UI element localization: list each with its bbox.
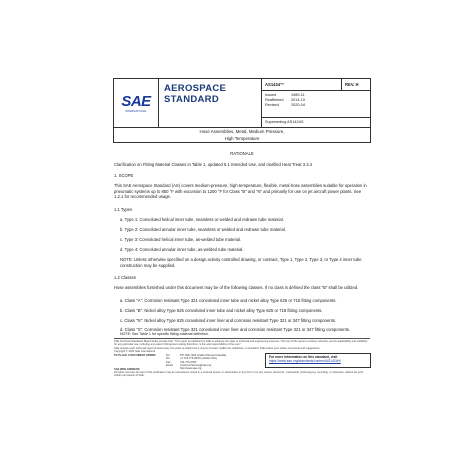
scope-heading: 1. SCOPE (114, 173, 134, 178)
superseding-note: Superseding AS1424G (265, 120, 304, 124)
document-meta (262, 79, 370, 127)
contact-key: Tel: (166, 354, 171, 357)
classes-heading: 1.2 Classes (114, 275, 136, 280)
rationale-heading: RATIONALE (230, 151, 254, 156)
contact-value: +1 724-776-4970 (outside USA) (180, 357, 217, 361)
classes-note: NOTE: See Table 1 for specific fitting material definition. (120, 332, 209, 336)
more-info-title: For more information on this standard, visit (269, 355, 338, 359)
date-label: Reaffirmed (265, 98, 284, 102)
classes-intro: Hose assemblies furnished under this document may be of the following classes. If no class is defined the class "B" shall be utilized. (114, 285, 359, 290)
standard-type (158, 79, 262, 127)
more-info-box (265, 353, 371, 368)
web-address-label: SAE WEB ADDRESS: (114, 368, 141, 371)
list-item: d. Type 4: Convoluted annular inner tube, as-welded tube material. (120, 247, 244, 252)
list-item: c. Type 3: Convoluted helical inner tube, as-welded tube material. (120, 237, 242, 242)
date-value: 2020-04 (291, 103, 305, 107)
standard-type-line1: AEROSPACE (164, 83, 227, 94)
list-item: d. Class "S": Corrosion resistant Type 321 convoluted inner liner and corrosion resistant Type 321 or 347 fitting components. (120, 327, 350, 332)
revision-label: REV. H (345, 82, 359, 87)
standard-link[interactable]: https://www.sae.org/standards/content/AS1424H/ (269, 359, 341, 364)
types-heading: 1.1 Types (114, 207, 133, 212)
fine-print-copyright: Copyright © 2020 SAE International (114, 349, 156, 353)
document-title-line2: High Temperature (224, 136, 260, 141)
contact-value: 724-776-0790 (180, 360, 197, 364)
scope-text: This SAE Aerospace Standard (AS) covers medium-pressure, high-temperature, flexible, metal-hose assemblies suitable for operation in pneumatic systems up to 850 °F with excursion to 1200 °F for Class "B" and "N" and primarily for use on jet aircraft power plants. See 1.2.1 for recommended usage. (114, 183, 367, 199)
document-header (113, 78, 371, 128)
date-label: Issued (265, 93, 277, 97)
contact-key: Fax: (166, 360, 172, 364)
sae-logo-subtext: INTERNATIONAL (125, 109, 147, 113)
date-value: 2014-10 (291, 98, 305, 102)
standard-type-line2: STANDARD (164, 94, 219, 105)
contact-value: 877-606-7323 (inside USA and Canada) (180, 354, 227, 357)
order-label: TO PLACE A DOCUMENT ORDER: (114, 354, 157, 357)
date-row (265, 103, 367, 108)
date-label: Revised (265, 103, 279, 107)
list-item: a. Class "A": Corrosion resistant Type 321 convoluted inner tube and nickel alloy Type 625 or 718 fitting components. (120, 298, 337, 303)
contact-key: Email: (166, 363, 174, 367)
contact-key (166, 367, 180, 370)
date-value: 1989-11 (291, 93, 305, 97)
document-title-line1: Hose Assemblies, Metal, Medium Pressure, (199, 129, 285, 134)
fine-print-rules: SAE Technical Standards Board Rules provide that: "This report is published by SAE to advance the state of technical and engineering sciences. The use of this report is entirely voluntary, and its applicability and suitability for any particular use, including any patent infringement arising therefrom, is the sole responsibility of the user." (114, 340, 368, 347)
document-title (113, 128, 371, 143)
rationale-text: Clarification on Fitting Material Classes in Table 1, updated 6.1 Intended Use, and clarified Heat Treat 3.3.4 (114, 162, 313, 167)
contact-email-link[interactable]: CustomerService@sae.org (180, 363, 212, 367)
list-item: a. Type 1: Convoluted helical inner tube, seamless or welded and redrawn tube material. (120, 217, 284, 222)
fine-print-review: SAE reviews each technical report at least every five years at which time it may be revised, reaffirmed, stabilized, or cancelled. SAE invites your written comments and suggestions. (114, 346, 321, 350)
contact-web-link[interactable]: http://www.sae.org (180, 367, 202, 371)
types-note: NOTE: Unless otherwise specified on a design activity controlled drawing, or contract, Type 1, Type 2, Type 3, or Type 4 inner tube construction may be supplied. (120, 257, 362, 268)
sae-logo (114, 79, 158, 127)
document-id: AS1424™ (262, 79, 342, 90)
list-item: b. Class "B": Nickel alloy Type 625 convoluted inner tube and nickel alloy Type 625 or 718 fitting components. (120, 308, 323, 313)
fine-print-rights: All rights reserved. No part of this publication may be reproduced, stored in a retrieval system or transmitted, in any form or by any means, electronic, mechanical, photocopying, recording, or otherwise, without the prior written permission of SAE. (114, 371, 364, 378)
list-item: c. Class "N": Nickel alloy Type 625 convoluted inner liner and corrosion resistant Type 321 or 347 fitting components. (120, 318, 337, 323)
footer-divider (114, 338, 370, 339)
list-item: b. Type 2: Convoluted annular inner tube, seamless or welded and redrawn tube material. (120, 227, 286, 232)
sae-logo-text: SAE (121, 92, 151, 110)
contact-key: Tel: (166, 357, 171, 361)
document-dates (262, 91, 370, 118)
